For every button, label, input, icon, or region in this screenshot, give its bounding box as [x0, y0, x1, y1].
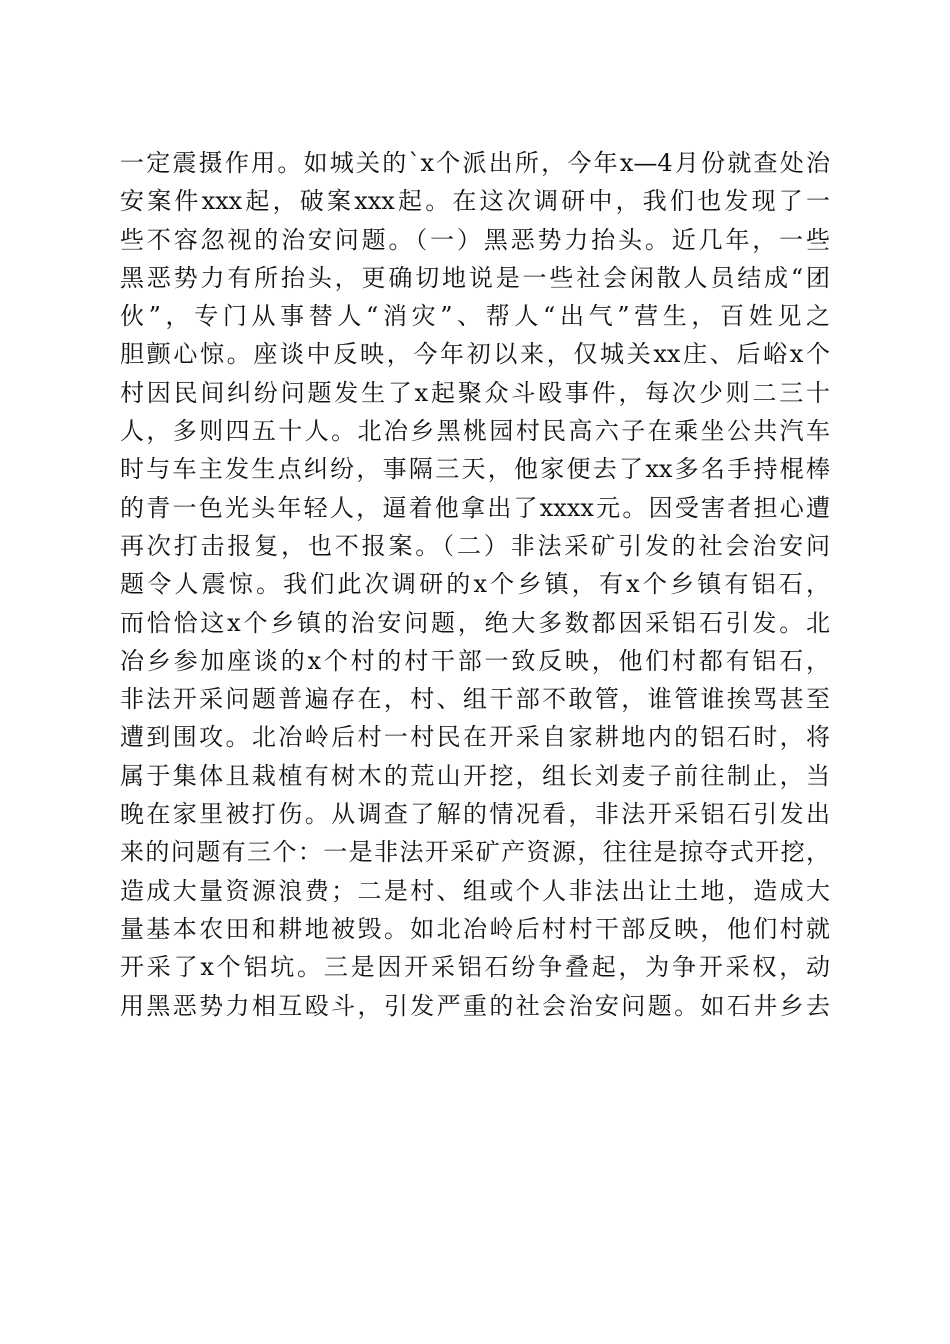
text-line: 来的问题有三个：一是非法开采矿产资源，往往是掠夺式开挖， — [120, 838, 830, 867]
text-line: 题令人震惊。我们此次调研的x个乡镇，有x个乡镇有铝石， — [120, 570, 830, 599]
text-line: 黑恶势力有所抬头，更确切地说是一些社会闲散人员结成“团 — [120, 263, 830, 292]
text-line: 冶乡参加座谈的x个村的村干部一致反映，他们村都有铝石， — [120, 646, 830, 675]
text-line: 遭到围攻。北冶岭后村一村民在开采自家耕地内的铝石时，将 — [120, 723, 830, 752]
text-line: 安案件xxx起，破案xxx起。在这次调研中，我们也发现了一 — [120, 187, 830, 216]
text-line: 开采了x个铝坑。三是因开采铝石纷争叠起，为争开采权，动 — [120, 953, 830, 982]
text-line: 造成大量资源浪费；二是村、组或个人非法出让土地，造成大 — [120, 876, 830, 905]
text-line: 的青一色光头年轻人，逼着他拿出了xxxx元。因受害者担心遭 — [120, 493, 830, 522]
text-line: 再次打击报复，也不报案。（二）非法采矿引发的社会治安问 — [120, 531, 830, 560]
text-line: 非法开采问题普遍存在，村、组干部不敢管，谁管谁挨骂甚至 — [120, 685, 830, 714]
body-text — [120, 144, 830, 1025]
text-line: 时与车主发生点纠纷，事隔三天，他家便去了xx多名手持棍棒 — [120, 455, 830, 484]
text-line: 人，多则四五十人。北冶乡黑桃园村民高六子在乘坐公共汽车 — [120, 417, 830, 446]
text-line: 伙”，专门从事替人“消灾”、帮人“出气”营生，百姓见之 — [120, 302, 830, 331]
text-line: 村因民间纠纷问题发生了x起聚众斗殴事件，每次少则二三十 — [120, 378, 830, 407]
text-line: 些不容忽视的治安问题。（一）黑恶势力抬头。近几年，一些 — [120, 225, 830, 254]
text-line: 一定震摄作用。如城关的`x个派出所，今年x—4月份就查处治 — [120, 149, 830, 177]
text-line: 而恰恰这x个乡镇的治安问题，绝大多数都因采铝石引发。北 — [120, 608, 830, 637]
text-line: 晚在家里被打伤。从调查了解的情况看，非法开采铝石引发出 — [120, 800, 830, 829]
text-line: 胆颤心惊。座谈中反映，今年初以来，仅城关xx庄、后峪x个 — [120, 340, 830, 369]
text-line: 属于集体且栽植有树木的荒山开挖，组长刘麦子前往制止，当 — [120, 761, 830, 790]
text-line: 量基本农田和耕地被毁。如北冶岭后村村干部反映，他们村就 — [120, 914, 830, 943]
text-line: 用黑恶势力相互殴斗，引发严重的社会治安问题。如石井乡去 — [120, 991, 830, 1020]
